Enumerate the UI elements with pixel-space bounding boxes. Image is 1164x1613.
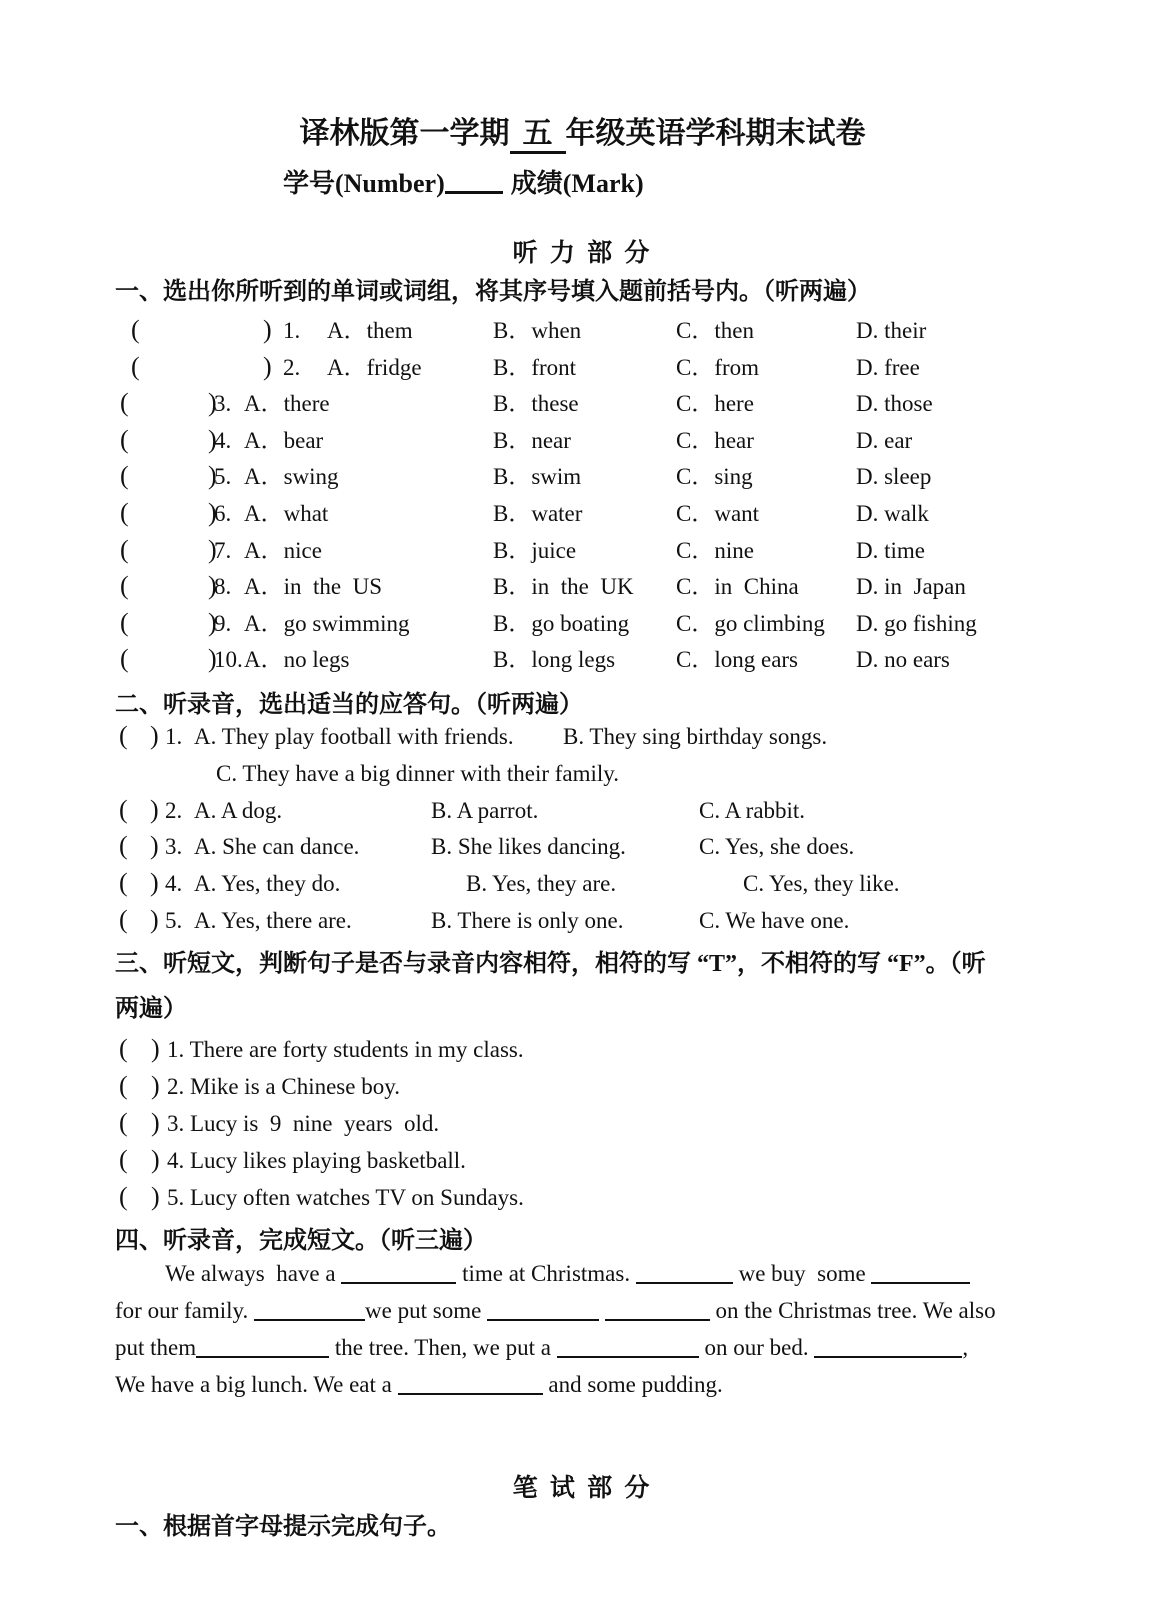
option-a: A．fridge [327, 354, 422, 380]
option-c: C. They have a big dinner with their family. [216, 760, 620, 786]
statement: 3. Lucy is 9 nine years old. [167, 1111, 440, 1136]
question-number: 2. [165, 797, 183, 823]
option-c: C．hear [676, 427, 754, 453]
part3-item-3 [115, 1109, 1050, 1143]
written-part1-heading: 一、根据首字母提示完成句子。 [115, 1514, 451, 1540]
part2-question-4 [115, 869, 1050, 903]
passage-text: We have a big lunch. We eat a [115, 1372, 398, 1397]
answer-blank [254, 1319, 365, 1321]
listening-section-title: 听 力 部 分 [512, 240, 653, 267]
passage-text: time at Christmas. [456, 1261, 636, 1286]
option-b: B．long legs [493, 647, 616, 673]
option-d: D. sleep [856, 464, 932, 490]
part1-question-5 [115, 462, 1050, 496]
open-bracket: ( [120, 534, 129, 564]
passage-text: we buy some [732, 1261, 872, 1286]
open-bracket: ( [119, 1108, 128, 1137]
close-bracket: ) [263, 351, 272, 381]
option-b: B．front [493, 354, 577, 380]
answer-blank [398, 1393, 543, 1395]
close-bracket: ) [151, 1182, 160, 1211]
option-d: D. no ears [856, 647, 950, 673]
question-number: 9. [214, 610, 232, 636]
question-number: 2. [283, 354, 301, 380]
statement: 2. Mike is a Chinese boy. [167, 1074, 400, 1099]
open-bracket: ( [119, 905, 128, 934]
open-bracket: ( [120, 424, 129, 454]
statement: 1. There are forty students in my class. [167, 1037, 524, 1062]
passage-line-3 [115, 1333, 1050, 1363]
option-c: C. Yes, she does. [699, 834, 855, 860]
close-bracket: ) [263, 315, 272, 344]
part3-heading-line1: 三、听短文，判断句子是否与录音内容相符，相符的写 “T”，不相符的写 “F”。（听 [115, 951, 986, 977]
open-bracket: ( [120, 607, 129, 637]
option-b: B．go boating [493, 610, 630, 636]
option-b: B．swim [493, 464, 582, 490]
statement: 5. Lucy often watches TV on Sundays. [167, 1185, 524, 1210]
part1-question-2 [115, 353, 1050, 387]
option-a: A. She can dance. [194, 834, 360, 860]
question-number: 3. [165, 834, 183, 860]
option-b: B．juice [493, 537, 577, 563]
passage-line-2 [115, 1296, 1050, 1326]
close-bracket: ) [151, 1034, 160, 1063]
part3-item-1 [115, 1035, 1050, 1069]
option-d: D. time [856, 537, 925, 563]
option-c: C．long ears [676, 647, 799, 673]
part1-question-4 [115, 426, 1050, 460]
part1-heading: 一、选出你所听到的单词或词组，将其序号填入题前括号内。（听两遍） [115, 279, 871, 305]
close-bracket: ) [208, 571, 217, 601]
question-number: 4. [214, 427, 232, 453]
question-number: 10. [214, 647, 243, 673]
question-number: 1. [283, 318, 301, 343]
open-bracket: ( [119, 1034, 128, 1063]
title-prefix: 译林版第一学期 [299, 117, 510, 150]
option-c: C．from [676, 354, 760, 380]
option-c: C．nine [676, 537, 754, 563]
option-a: A．bear [244, 427, 324, 453]
option-a: A．no legs [244, 647, 350, 673]
option-a: A. Yes, they do. [194, 871, 341, 897]
option-a: A．in the US [244, 574, 382, 600]
answer-blank [341, 1282, 456, 1284]
part1-question-9 [115, 609, 1050, 643]
open-bracket: ( [119, 1071, 128, 1100]
option-a: A．swing [244, 464, 339, 490]
part1-question-3 [115, 389, 1050, 423]
answer-blank [871, 1282, 970, 1284]
option-d: D. ear [856, 427, 913, 453]
option-b: B．these [493, 391, 579, 417]
close-bracket: ) [208, 534, 217, 564]
question-number: 7. [214, 537, 232, 563]
open-bracket: ( [131, 351, 140, 381]
close-bracket: ) [208, 388, 217, 418]
part3-item-4 [115, 1146, 1050, 1180]
close-bracket: ) [208, 607, 217, 637]
close-bracket: ) [208, 644, 217, 674]
answer-blank [557, 1356, 699, 1358]
passage-text: We always have a [165, 1261, 342, 1286]
number-blank [445, 191, 503, 194]
part2-question-1-option-c-line [115, 759, 1050, 793]
option-d: D. in Japan [856, 574, 966, 600]
question-number: 3. [214, 391, 232, 417]
option-c: C．here [676, 391, 754, 417]
option-c: C．want [676, 501, 760, 526]
passage-line-1 [115, 1259, 1100, 1289]
written-section-title: 笔 试 部 分 [512, 1475, 653, 1502]
question-number: 5. [214, 464, 232, 490]
close-bracket: ) [208, 424, 217, 454]
option-d: D. free [856, 354, 920, 380]
option-a: A．there [244, 391, 330, 417]
close-bracket: ) [208, 498, 217, 527]
close-bracket: ) [150, 721, 159, 750]
question-number: 8. [214, 574, 232, 600]
question-number: 4. [165, 871, 183, 897]
open-bracket: ( [120, 388, 129, 418]
part1-question-6 [115, 499, 1050, 533]
option-d: D. their [856, 318, 927, 343]
option-b: B. She likes dancing. [431, 834, 626, 860]
open-bracket: ( [119, 1182, 128, 1211]
question-number: 6. [214, 501, 232, 526]
option-d: D. walk [856, 501, 929, 526]
part3-item-5 [115, 1183, 1050, 1217]
part1-question-8 [115, 572, 1050, 606]
part2-question-5 [115, 906, 1050, 940]
option-b: B. Yes, they are. [466, 871, 617, 897]
option-c: C. Yes, they like. [743, 871, 900, 897]
question-number: 5. [165, 908, 183, 933]
title-suffix: 年级英语学科期末试卷 [565, 117, 866, 150]
part3-item-2 [115, 1072, 1050, 1106]
part1-question-1 [115, 316, 1050, 350]
answer-blank [196, 1356, 329, 1358]
option-b: B．water [493, 501, 583, 526]
option-b: B．when [493, 318, 582, 343]
option-c: C. We have one. [699, 908, 850, 933]
statement: 4. Lucy likes playing basketball. [167, 1148, 466, 1173]
close-bracket: ) [151, 1145, 160, 1174]
passage-line-4 [115, 1370, 1050, 1400]
part2-question-3 [115, 832, 1050, 866]
passage-text: on our bed. [698, 1335, 815, 1360]
option-a: A. Yes, there are. [194, 908, 352, 933]
passage-text: the tree. Then, we put a [329, 1335, 557, 1360]
option-a: A．what [244, 501, 329, 526]
part2-question-2 [115, 796, 1050, 830]
open-bracket: ( [119, 868, 128, 898]
close-bracket: ) [151, 1108, 160, 1137]
option-c: C．sing [676, 464, 753, 490]
part1-question-10 [115, 645, 1050, 679]
question-number: 1. [165, 724, 183, 749]
number-label: 学号(Number) [283, 169, 445, 198]
open-bracket: ( [131, 315, 140, 344]
passage-text: for our family. [115, 1298, 255, 1323]
option-a: A. They play football with friends. [194, 724, 514, 749]
option-a: A．go swimming [244, 610, 410, 636]
option-a: A. A dog. [194, 797, 283, 823]
part3-heading-line2: 两遍） [115, 996, 187, 1022]
option-b: B. They sing birthday songs. [563, 724, 828, 749]
option-d: D. go fishing [856, 610, 977, 636]
open-bracket: ( [120, 461, 129, 491]
answer-blank [605, 1319, 710, 1321]
option-b: B．in the UK [493, 574, 634, 600]
close-bracket: ) [208, 461, 217, 491]
option-b: B. A parrot. [431, 797, 539, 823]
close-bracket: ) [150, 831, 159, 861]
open-bracket: ( [120, 498, 129, 527]
close-bracket: ) [151, 1071, 160, 1100]
student-info-line [283, 163, 644, 200]
passage-text: we put some [365, 1298, 488, 1323]
close-bracket: ) [150, 794, 159, 824]
open-bracket: ( [119, 1145, 128, 1174]
passage-text: put them [115, 1335, 197, 1360]
open-bracket: ( [120, 644, 129, 674]
open-bracket: ( [119, 794, 128, 824]
passage-text: on the Christmas tree. We also [709, 1298, 996, 1323]
mark-label: 成绩(Mark) [510, 169, 644, 198]
option-b: B. There is only one. [431, 908, 624, 933]
grade-blank: 五 [510, 117, 566, 154]
option-a: A．them [327, 318, 413, 343]
open-bracket: ( [119, 721, 128, 750]
answer-blank [636, 1282, 733, 1284]
part4-heading: 四、听录音，完成短文。（听三遍） [115, 1228, 487, 1254]
part1-question-7 [115, 536, 1050, 570]
option-a: A．nice [244, 537, 322, 563]
open-bracket: ( [120, 571, 129, 601]
passage-text: , [962, 1335, 969, 1360]
option-b: B．near [493, 427, 571, 453]
part2-heading: 二、听录音，选出适当的应答句。（听两遍） [115, 692, 583, 718]
answer-blank [487, 1319, 599, 1321]
page-title [115, 108, 1050, 154]
answer-blank [814, 1356, 962, 1358]
option-c: C．in China [676, 574, 799, 600]
option-c: C. A rabbit. [699, 797, 806, 823]
close-bracket: ) [150, 868, 159, 898]
close-bracket: ) [150, 905, 159, 934]
page-content [115, 0, 1050, 1613]
passage-text: and some pudding. [542, 1372, 723, 1397]
option-d: D. those [856, 391, 933, 417]
option-c: C．then [676, 318, 754, 343]
option-c: C．go climbing [676, 610, 825, 636]
part2-question-1 [115, 722, 1050, 756]
open-bracket: ( [119, 831, 128, 861]
